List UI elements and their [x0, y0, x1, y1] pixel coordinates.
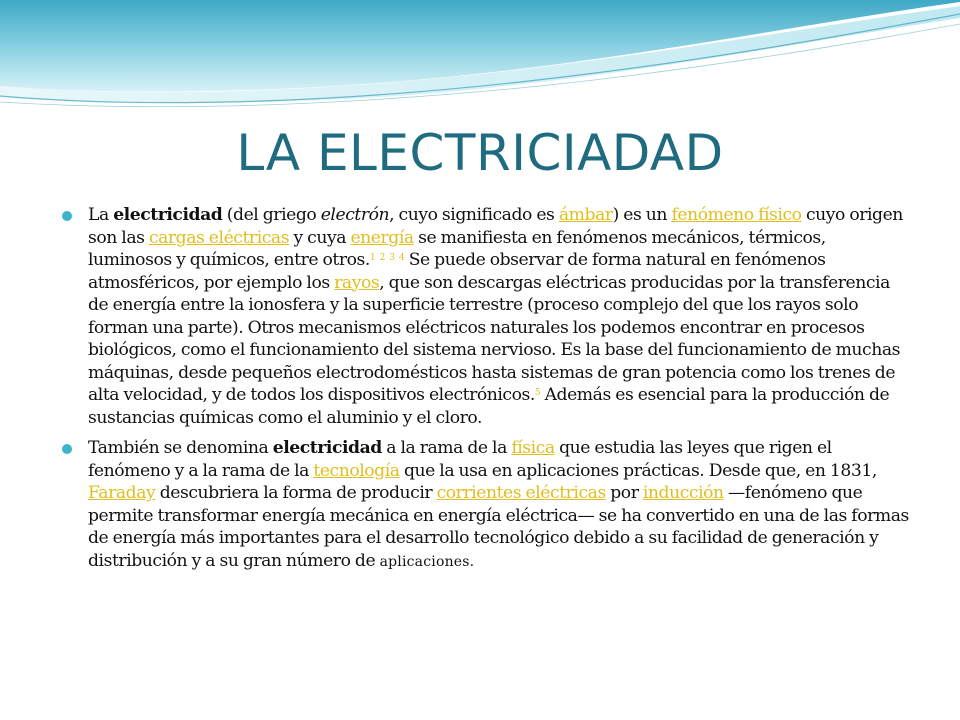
text-segment-small: aplicaciones.	[379, 553, 475, 570]
reference-link-3[interactable]: 3	[389, 253, 395, 263]
link-corrientes-electricas[interactable]: corrientes eléctricas	[436, 483, 606, 503]
bold-term-electricidad: electricidad	[113, 205, 223, 225]
bullet-icon	[62, 444, 72, 454]
text-segment: Además es esencial para la producción de sustancias químicas como el aluminio y el cloro.	[88, 385, 890, 428]
text-segment: Se puede observar de forma natural en fenómenos atmosféricos, por ejemplo los	[88, 250, 826, 293]
text-segment: cuyo origen son las	[88, 205, 903, 248]
header-wave-decoration	[0, 0, 960, 110]
italic-term-electron: electrón	[320, 205, 390, 225]
text-segment: ) es un	[612, 205, 672, 225]
text-segment: —fenómeno que permite transformar energía mecánica en energía eléctrica— se ha convertido en una de las formas de energía más importantes para el desarrollo tecnológico debido a su facilidad de generación y distribución y a su gran número de	[88, 483, 909, 571]
text-segment: se manifiesta en fenómenos mecánicos, térmicos, luminosos y químicos, entre otros.	[88, 227, 826, 270]
text-segment: que estudia las leyes que rigen el fenómeno y a la rama de la	[88, 438, 832, 481]
text-segment: y cuya	[289, 227, 351, 248]
link-energia[interactable]: energía	[350, 227, 414, 248]
link-fisica[interactable]: física	[511, 438, 555, 458]
slide-title: LA ELECTRICIADAD	[236, 124, 724, 182]
paragraph-electricidad-rama	[88, 437, 910, 573]
bold-term-electricidad: electricidad	[272, 438, 382, 458]
text-segment: por	[605, 483, 643, 503]
slide-content-list	[60, 204, 910, 573]
reference-link-2[interactable]: 2	[379, 253, 385, 263]
text-segment: , que son descargas eléctricas producidas por la transferencia de energía entre la ionosfera y la superficie terrestre (proceso complejo del que los rayos solo forman una parte). Otros mecanismos eléctricos naturales los podemos encontrar en procesos biológicos, como el funcionamiento del sistema nervioso. Es la base del funcionamiento de muchas máquinas, desde pequeños electrodomésticos hasta sistemas de gran potencia como los trenes de alta velocidad, y de todos los dispositivos electrónicos.	[88, 272, 901, 405]
text-segment: (del griego	[222, 205, 321, 225]
bullet-icon	[62, 211, 72, 221]
link-rayos[interactable]: rayos	[334, 272, 380, 293]
bullet-item-2	[60, 437, 910, 573]
text-segment: La	[88, 205, 114, 225]
text-segment: descubriera la forma de producir	[155, 483, 437, 503]
link-cargas-electricas[interactable]: cargas eléctricas	[148, 227, 290, 248]
link-faraday[interactable]: Faraday	[88, 483, 156, 503]
link-tecnologia[interactable]: tecnología	[313, 460, 400, 481]
text-segment: , cuyo significado es	[389, 205, 559, 225]
reference-link-4[interactable]: 4	[399, 253, 405, 263]
reference-link-1[interactable]: 1	[369, 253, 376, 263]
text-segment: También se denomina	[88, 438, 273, 458]
text-segment: que la usa en aplicaciones prácticas. Desde que, en 1831,	[399, 460, 877, 481]
text-segment: a la rama de la	[381, 438, 512, 458]
reference-link-5[interactable]: 5	[534, 388, 541, 398]
link-fenomeno-fisico[interactable]: fenómeno físico	[671, 205, 802, 225]
bullet-item-1	[60, 204, 910, 429]
paragraph-electricidad-definicion	[88, 204, 910, 429]
link-ambar[interactable]: ámbar	[558, 205, 613, 225]
link-induccion[interactable]: inducción	[642, 483, 724, 503]
